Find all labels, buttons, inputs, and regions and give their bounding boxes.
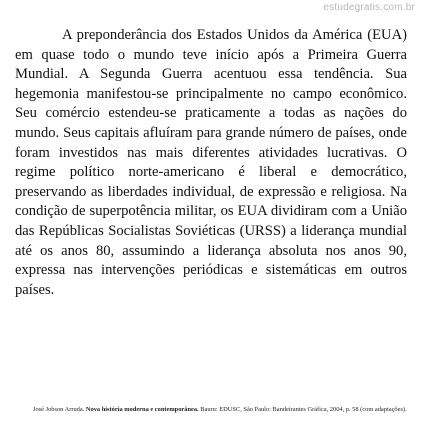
- citation-author: José Jobson Arruda.: [33, 406, 85, 413]
- citation-details: Bauru: EDUSC, São Paulo: Bandeirantes Gráfica, 2004, p. 58 (com adaptações).: [200, 406, 407, 413]
- watermark: estudegratis.com.br: [323, 2, 415, 13]
- citation-title: Nova história moderna e contemporânea.: [85, 406, 199, 413]
- passage-text: A preponderância dos Estados Unidos da América (EUA) em quase todo o mundo teve início após a Primeira Guerra Mundial. A Segunda Guerra acentuou essa tendência. Sua hegemonia manifestou-se principalmente no campo econômico. Seu comércio estendeu-se praticamente a todas as nações do mundo. Seus capitais afluíram para grande número de países, onde foram investidos nas mais diferentes atividades lucrativas. O regime político norte-americano é liberal e democrático, preservando as liberdades individual, de expressão e religiosa. Na condição de superpotência militar, os EUA dividiram com a União das Repúblicas Socialistas Soviéticas (URSS) a liderança mundial até os anos 80, assumindo a liderança absoluta nos anos 90, expressa nas intervenções periódicas e sistemáticas em outros países.: [15, 27, 407, 298]
- citation: [33, 405, 407, 415]
